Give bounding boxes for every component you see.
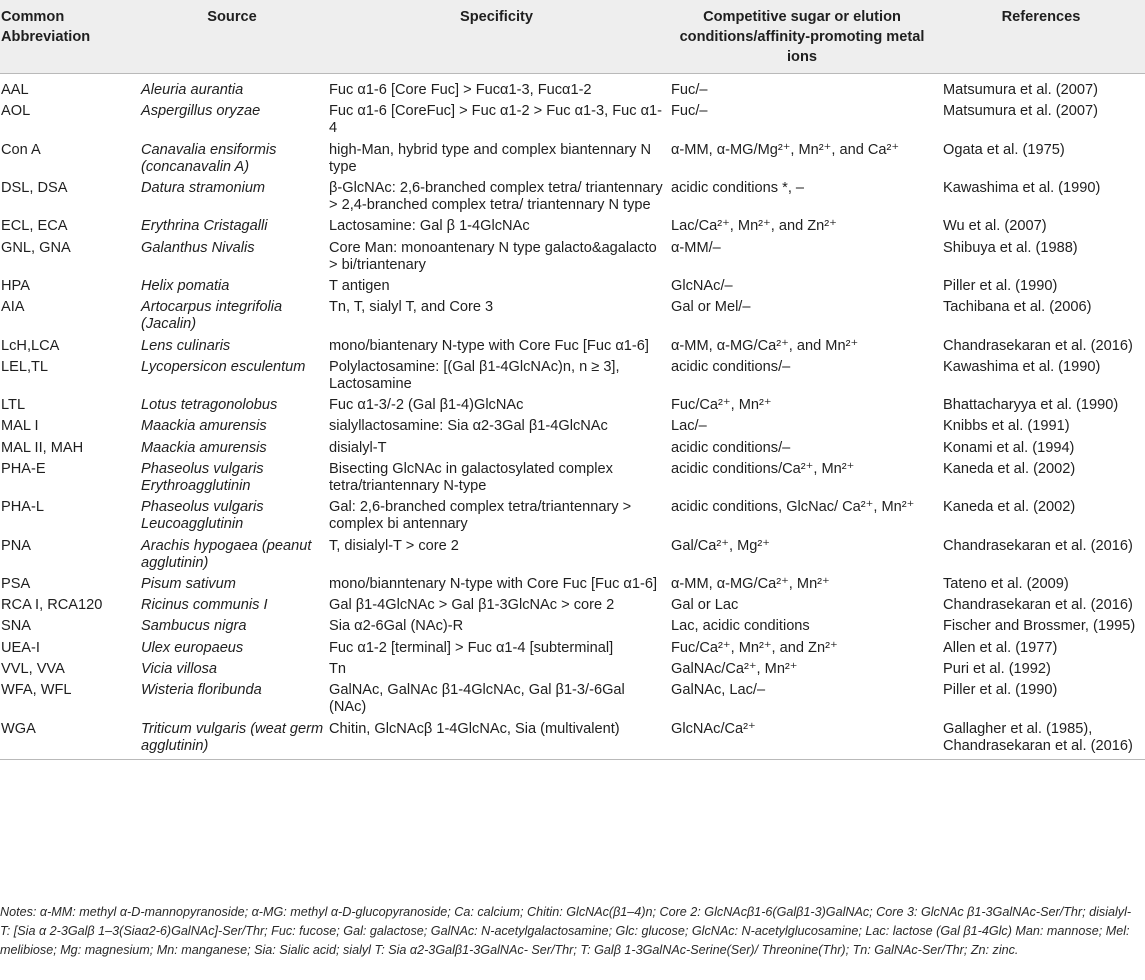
specificity-cell: Lactosamine: Gal β 1-4GlcNAc (329, 218, 530, 235)
abbreviation-cell: AIA (1, 299, 25, 316)
abbreviation-cell: Con A (1, 141, 41, 158)
reference-cell: Kaneda et al. (2002) (943, 460, 1076, 477)
table-row (0, 337, 1145, 358)
source-cell: Pisum sativum (141, 576, 236, 593)
conditions-cell: Gal or Lac (671, 597, 739, 614)
source-cell: Lens culinaris (141, 337, 231, 354)
table-row (0, 660, 1145, 681)
specificity-cell: Gal: 2,6-branched complex tetra/triantennary > complex bi antennary (329, 499, 632, 533)
reference-cell: Tachibana et al. (2006) (943, 299, 1092, 316)
abbreviation-cell: WFA, WFL (1, 682, 72, 699)
specificity-cell: Fuc α1-6 [Core Fuc] > Fucα1-3, Fucα1-2 (329, 82, 592, 98)
reference-cell: Konami et al. (1994) (943, 439, 1075, 456)
reference-cell: Kawashima et al. (1990) (943, 180, 1101, 197)
conditions-cell: α-MM, α-MG/Mg²⁺, Mn²⁺, and Ca²⁺ (671, 141, 900, 158)
source-cell: Artocarpus integrifolia (Jacalin) (141, 299, 283, 333)
specificity-cell: mono/biantenary N-type with Core Fuc [Fuc α1-6] (329, 337, 649, 354)
table-row (0, 439, 1145, 460)
conditions-cell: Fuc/– (671, 103, 708, 120)
conditions-cell: GlcNAc/Ca²⁺ (667, 720, 937, 760)
specificity-cell: Chitin, GlcNAcβ 1-4GlcNAc, Sia (multivalent) (326, 720, 667, 760)
source-cell: Lycopersicon esculentum (141, 358, 306, 375)
table-row (0, 639, 1145, 660)
conditions-cell: α-MM/– (671, 239, 721, 256)
table-row (0, 596, 1145, 617)
table-row (0, 74, 1145, 103)
abbreviation-cell: VVL, VVA (1, 660, 65, 677)
specificity-cell: mono/bianntenary N-type with Core Fuc [Fuc α1-6] (329, 576, 658, 593)
conditions-cell: Lac, acidic conditions (671, 618, 810, 635)
table-body (0, 74, 1145, 760)
abbreviation-cell: MAL I (1, 418, 39, 435)
source-cell: Lotus tetragonolobus (141, 397, 278, 414)
reference-cell: Ogata et al. (1975) (943, 141, 1065, 158)
abbreviation-cell: ECL, ECA (1, 218, 68, 235)
source-cell: Erythrina Cristagalli (141, 218, 268, 235)
specificity-cell: Gal β1-4GlcNAc > Gal β1-3GlcNAc > core 2 (329, 597, 615, 614)
conditions-cell: α-MM, α-MG/Ca²⁺, Mn²⁺ (671, 576, 830, 593)
header-references: References (937, 0, 1145, 74)
reference-cell: Bhattacharyya et al. (1990) (943, 397, 1119, 414)
table-row (0, 720, 1145, 760)
reference-cell: Chandrasekaran et al. (2016) (943, 537, 1133, 554)
conditions-cell: acidic conditions/Ca²⁺, Mn²⁺ (671, 460, 855, 477)
header-abbreviation: Common Abbreviation (0, 0, 138, 74)
source-cell: Phaseolus vulgaris Erythroagglutinin (141, 460, 264, 495)
source-cell: Galanthus Nivalis (141, 239, 255, 256)
abbreviation-cell: LEL,TL (1, 358, 49, 375)
table-row (0, 537, 1145, 575)
reference-cell: Piller et al. (1990) (943, 682, 1058, 699)
table-notes: Notes: α-MM: methyl α-D-mannopyranoside; α-MG: methyl α-D-glucopyranoside; Ca: calcium; Chitin: GlcNAc(β1–4)n; Core 2: GlcNAcβ1-6(Galβ1-3)GalNAc; Core 3: GlcNAc β1-3GalNAc-Ser/Thr; disialyl-T: [Sia α 2-3Galβ 1–3(Siaα2-6)GalNAc]-Ser/Thr; Fuc: fucose; Gal: galactose; GalNAc: N-acetylgalactosamine; Glc: glucose; GlcNAc: N-acetylglucosamine; Lac: lactose (Gal β1-4Glc) Man: mannose; Mel: melibiose; Mg: magnesium; Mn: manganese; Sia: Sialic acid; sialyl T: Sia α2-3Galβ1-3GalNAc- Ser/Thr; T: Galβ 1-3GalNAc-Serine(Ser)/ Threonine(Thr); Tn: GalNAc-Ser/Thr; Zn: zinc. (0, 905, 1132, 957)
specificity-cell: GalNAc, GalNAc β1-4GlcNAc, Gal β1-3/-6Gal (NAc) (329, 682, 625, 716)
specificity-cell: Fuc α1-2 [terminal] > Fuc α1-4 [subterminal] (329, 639, 614, 656)
specificity-cell: T, disialyl-T > core 2 (329, 537, 459, 554)
specificity-cell: disialyl-T (329, 439, 387, 456)
reference-cell: Matsumura et al. (2007) (943, 103, 1098, 120)
table-row (0, 239, 1145, 277)
abbreviation-cell: LTL (1, 397, 26, 414)
conditions-cell: Gal/Ca²⁺, Mg²⁺ (671, 537, 770, 554)
abbreviation-cell: SNA (1, 618, 32, 635)
abbreviation-cell: PNA (1, 537, 32, 554)
specificity-cell: β-GlcNAc: 2,6-branched complex tetra/ triantennary > 2,4-branched complex tetra/ triantennary N type (329, 180, 663, 214)
source-cell: Aspergillus oryzae (141, 103, 261, 120)
table-row (0, 498, 1145, 536)
conditions-cell: acidic conditions *, – (671, 180, 805, 197)
header-source: Source (138, 0, 326, 74)
table-row (0, 358, 1145, 396)
reference-cell: Allen et al. (1977) (943, 639, 1058, 656)
source-cell: Triticum vulgaris (weat germ agglutinin) (138, 720, 326, 760)
source-cell: Aleuria aurantia (141, 82, 244, 98)
specificity-cell: Tn, T, sialyl T, and Core 3 (329, 299, 494, 316)
specificity-cell: Polylactosamine: [(Gal β1-4GlcNAc)n, n ≥ 3], Lactosamine (329, 358, 620, 393)
abbreviation-cell: MAL II, MAH (1, 439, 84, 456)
source-cell: Ulex europaeus (141, 639, 244, 656)
header-conditions: Competitive sugar or elution conditions/affinity-promoting metal ions (667, 0, 937, 74)
table-header (0, 0, 1145, 74)
table-row (0, 179, 1145, 217)
abbreviation-cell: PHA-L (1, 499, 44, 516)
conditions-cell: acidic conditions, GlcNac/ Ca²⁺, Mn²⁺ (671, 499, 915, 516)
conditions-cell: Fuc/– (671, 82, 708, 98)
abbreviation-cell: PSA (1, 576, 31, 593)
reference-cell: Shibuya et al. (1988) (943, 239, 1078, 256)
table-row (0, 277, 1145, 298)
header-specificity: Specificity (326, 0, 667, 74)
source-cell: Canavalia ensiformis (concanavalin A) (141, 141, 277, 175)
source-cell: Datura stramonium (141, 180, 266, 197)
reference-cell: Matsumura et al. (2007) (943, 82, 1098, 98)
abbreviation-cell: RCA I, RCA120 (1, 597, 103, 614)
table-row (0, 141, 1145, 179)
reference-cell: Fischer and Brossmer, (1995) (943, 618, 1136, 635)
specificity-cell: Sia α2-6Gal (NAc)-R (329, 618, 464, 635)
reference-cell: Chandrasekaran et al. (2016) (943, 337, 1133, 354)
conditions-cell: GlcNAc/– (671, 278, 733, 295)
conditions-cell: GalNAc/Ca²⁺, Mn²⁺ (671, 660, 798, 677)
reference-cell: Tateno et al. (2009) (943, 576, 1069, 593)
specificity-cell: high-Man, hybrid type and complex biantennary N type (329, 141, 652, 175)
abbreviation-cell: AAL (1, 82, 29, 98)
reference-cell: Chandrasekaran et al. (2016) (943, 597, 1133, 614)
table-row (0, 298, 1145, 336)
conditions-cell: α-MM, α-MG/Ca²⁺, and Mn²⁺ (671, 337, 859, 354)
table-row (0, 217, 1145, 238)
source-cell: Ricinus communis I (141, 597, 268, 614)
source-cell: Maackia amurensis (141, 439, 267, 456)
table-row (0, 417, 1145, 438)
source-cell: Arachis hypogaea (peanut agglutinin) (141, 537, 312, 571)
table-row (0, 396, 1145, 417)
specificity-cell: Tn (329, 660, 347, 677)
specificity-cell: Fuc α1-3/-2 (Gal β1-4)GlcNAc (329, 397, 524, 414)
abbreviation-cell: LcH,LCA (1, 337, 60, 354)
reference-cell: Knibbs et al. (1991) (943, 418, 1070, 435)
abbreviation-cell: AOL (1, 103, 31, 120)
conditions-cell: Lac/– (671, 418, 707, 435)
conditions-cell: Fuc/Ca²⁺, Mn²⁺, and Zn²⁺ (671, 639, 838, 656)
source-cell: Vicia villosa (141, 660, 217, 677)
abbreviation-cell: WGA (0, 720, 138, 760)
abbreviation-cell: GNL, GNA (1, 239, 71, 256)
source-cell: Sambucus nigra (141, 618, 247, 635)
reference-cell: Kawashima et al. (1990) (943, 358, 1101, 375)
specificity-cell: Core Man: monoantenary N type galacto&agalacto > bi/triantenary (329, 239, 657, 273)
reference-cell: Piller et al. (1990) (943, 278, 1058, 295)
abbreviation-cell: PHA-E (1, 460, 46, 477)
source-cell: Maackia amurensis (141, 418, 267, 435)
table-row (0, 460, 1145, 498)
specificity-cell: Bisecting GlcNAc in galactosylated complex tetra/triantennary N-type (329, 460, 613, 495)
source-cell: Wisteria floribunda (141, 682, 262, 699)
table-row (0, 681, 1145, 719)
conditions-cell: GalNAc, Lac/– (671, 682, 766, 699)
reference-cell: Wu et al. (2007) (943, 218, 1047, 235)
source-cell: Phaseolus vulgaris Leucoagglutinin (141, 499, 264, 533)
specificity-cell: Fuc α1-6 [CoreFuc] > Fuc α1-2 > Fuc α1-3, Fuc α1-4 (329, 103, 663, 137)
table-row (0, 617, 1145, 638)
conditions-cell: acidic conditions/– (671, 358, 791, 375)
abbreviation-cell: UEA-I (1, 639, 40, 656)
abbreviation-cell: DSL, DSA (1, 180, 68, 197)
specificity-cell: T antigen (329, 278, 390, 295)
specificity-cell: sialyllactosamine: Sia α2-3Gal β1-4GlcNAc (329, 418, 608, 435)
abbreviation-cell: HPA (1, 278, 30, 295)
conditions-cell: Gal or Mel/– (671, 299, 751, 316)
source-cell: Helix pomatia (141, 278, 230, 295)
conditions-cell: acidic conditions/– (671, 439, 791, 456)
reference-cell: Gallagher et al. (1985), Chandrasekaran et al. (2016) (937, 720, 1145, 760)
table-row (0, 575, 1145, 596)
table-row (0, 102, 1145, 140)
reference-cell: Puri et al. (1992) (943, 660, 1051, 677)
conditions-cell: Fuc/Ca²⁺, Mn²⁺ (671, 397, 772, 414)
conditions-cell: Lac/Ca²⁺, Mn²⁺, and Zn²⁺ (671, 218, 837, 235)
reference-cell: Kaneda et al. (2002) (943, 499, 1076, 516)
